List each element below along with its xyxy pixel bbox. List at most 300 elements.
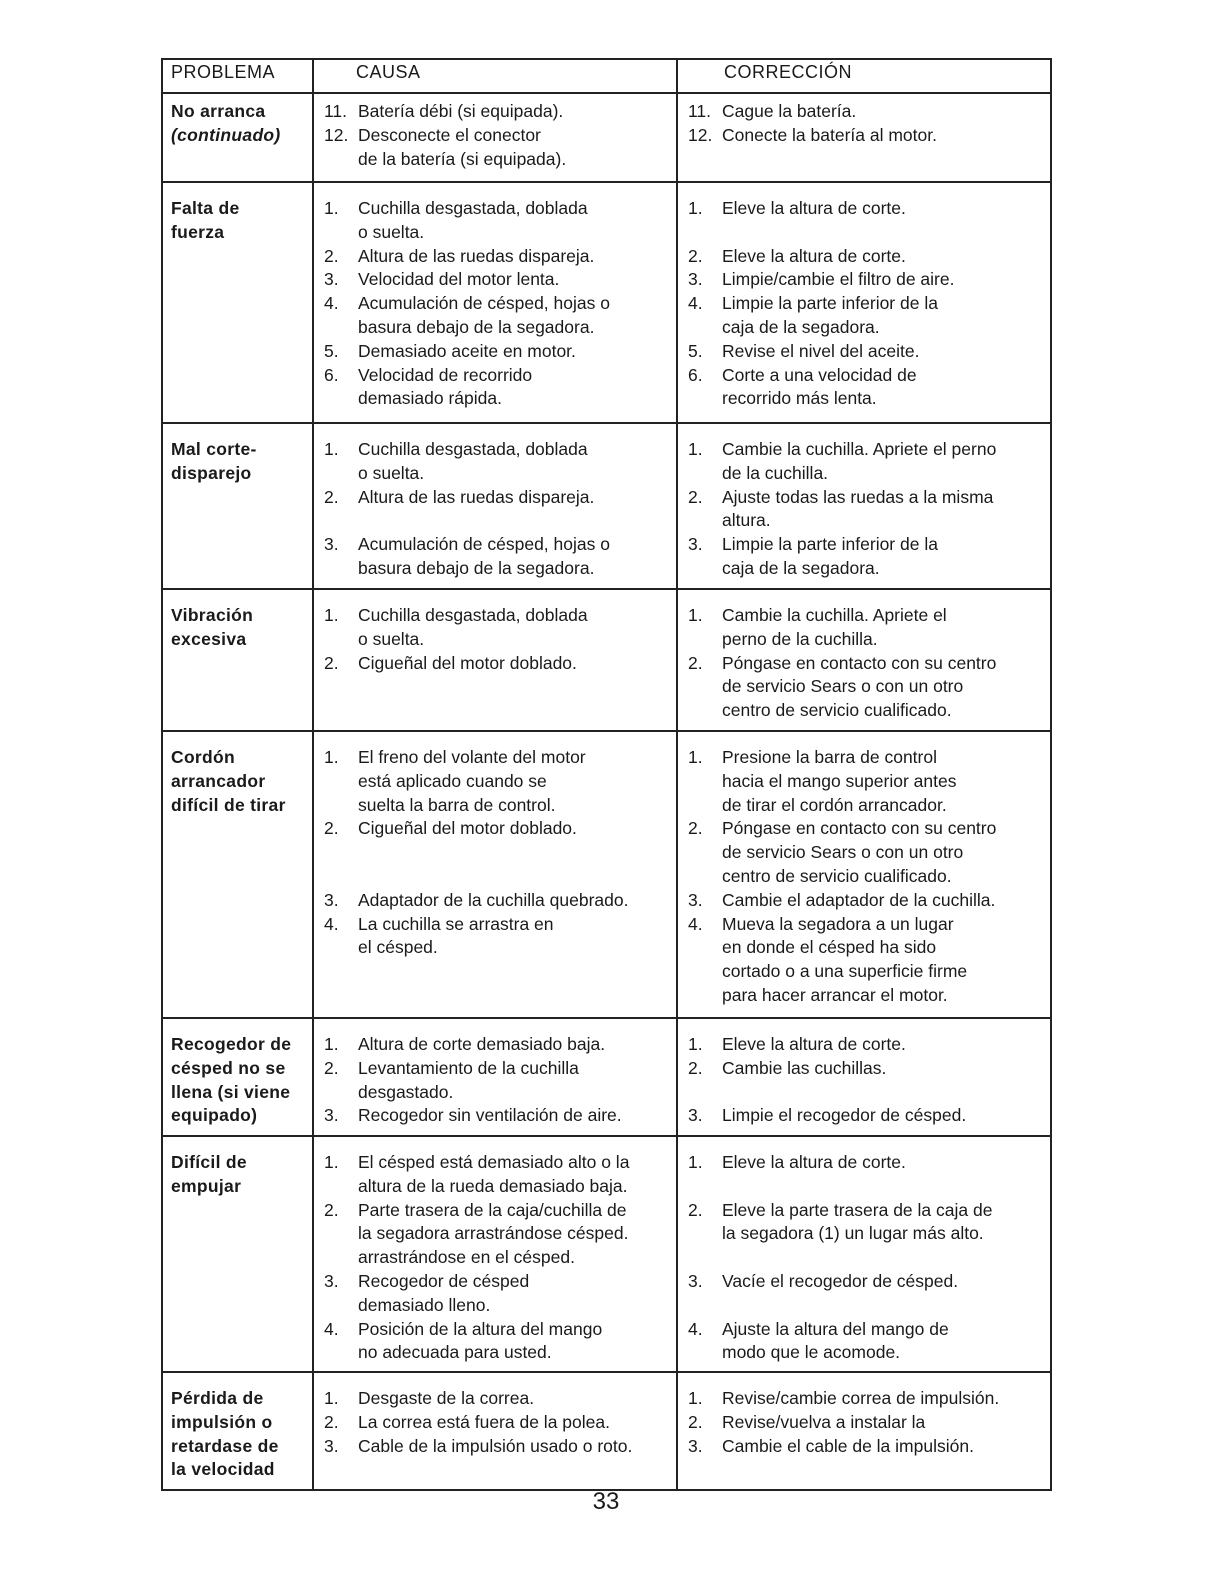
cause-item bbox=[322, 1199, 672, 1270]
item-line: Cuchilla desgastada, doblada bbox=[358, 198, 588, 218]
item-text bbox=[722, 292, 1046, 340]
item-text bbox=[722, 1411, 1046, 1435]
header-correction: CORRECCIÓN bbox=[677, 59, 1051, 93]
page-number: 33 bbox=[592, 1488, 620, 1515]
spacer bbox=[686, 1081, 1046, 1105]
cause-item bbox=[322, 1435, 672, 1459]
item-number: 1. bbox=[688, 1152, 703, 1172]
item-number: 1. bbox=[324, 605, 339, 625]
item-line: El césped está demasiado alto o la bbox=[358, 1152, 630, 1172]
item-text bbox=[722, 197, 1046, 221]
item-line: Póngase en contacto con su centro bbox=[722, 652, 997, 673]
problem-text: No arranca bbox=[171, 101, 266, 121]
item-line: Acumulación de césped, hojas o bbox=[358, 534, 610, 555]
item-line: Eleve la altura de corte. bbox=[722, 245, 906, 266]
cause-item bbox=[322, 1318, 672, 1366]
item-line: Eleve la parte trasera de la caja de bbox=[722, 1199, 993, 1220]
item-line: el césped. bbox=[358, 937, 438, 958]
item-number: 3. bbox=[688, 1435, 703, 1456]
item-text bbox=[358, 652, 672, 676]
correction-item bbox=[686, 1411, 1046, 1435]
item-line: Ajuste todas las ruedas a la misma bbox=[722, 486, 994, 507]
item-text bbox=[358, 533, 672, 581]
spacer bbox=[322, 865, 672, 889]
item-text bbox=[358, 1318, 672, 1366]
item-number: 2. bbox=[688, 1411, 703, 1432]
item-line: Cigueñal del motor doblado. bbox=[358, 818, 577, 839]
item-text bbox=[722, 1318, 1046, 1366]
item-number: 12. bbox=[324, 124, 349, 145]
item-text bbox=[358, 124, 672, 172]
problem-cell bbox=[162, 182, 313, 423]
item-number: 3. bbox=[324, 889, 339, 910]
item-text bbox=[358, 1270, 672, 1318]
correction-item bbox=[686, 197, 1046, 221]
item-text bbox=[722, 1057, 1046, 1081]
item-line: la segadora (1) un lugar más alto. bbox=[722, 1223, 984, 1244]
item-number: 1. bbox=[688, 605, 703, 625]
item-number: 3. bbox=[688, 534, 703, 555]
correction-item bbox=[686, 1104, 1046, 1128]
item-line: Recogedor de césped bbox=[358, 1270, 530, 1291]
item-text bbox=[722, 533, 1046, 581]
item-line: Vacíe el recogedor de césped. bbox=[722, 1270, 959, 1291]
item-text bbox=[358, 245, 672, 269]
item-line: Altura de corte demasiado baja. bbox=[358, 1034, 606, 1054]
cause-item bbox=[322, 1057, 672, 1105]
item-number: 3. bbox=[324, 534, 339, 555]
item-line: Desgaste de la correa. bbox=[358, 1388, 535, 1408]
item-line: de tirar el cordón arrancador. bbox=[722, 794, 947, 815]
item-number: 3. bbox=[324, 269, 339, 290]
item-line: Cuchilla desgastada, doblada bbox=[358, 439, 588, 459]
item-line: Parte trasera de la caja/cuchilla de bbox=[358, 1199, 627, 1220]
item-line: Presione la barra de control bbox=[722, 747, 937, 767]
item-text bbox=[358, 1033, 672, 1057]
item-number: 2. bbox=[688, 818, 703, 839]
cause-item bbox=[322, 245, 672, 269]
item-line: o suelta. bbox=[358, 221, 425, 242]
correction-item bbox=[686, 100, 1046, 124]
problem-cell bbox=[162, 1372, 313, 1490]
item-line: Recogedor sin ventilación de aire. bbox=[358, 1105, 622, 1126]
item-line: de la cuchilla. bbox=[722, 462, 829, 483]
item-line: altura. bbox=[722, 510, 771, 531]
item-number: 3. bbox=[324, 1435, 339, 1456]
cause-item bbox=[322, 340, 672, 364]
item-number: 3. bbox=[688, 1270, 703, 1291]
item-line: de servicio Sears o con un otro bbox=[722, 676, 964, 697]
problem-text: disparejo bbox=[171, 462, 252, 483]
correction-item bbox=[686, 604, 1046, 652]
header-problem: PROBLEMA bbox=[162, 59, 313, 93]
correction-item bbox=[686, 913, 1046, 1008]
item-text bbox=[722, 1033, 1046, 1057]
correction-item bbox=[686, 340, 1046, 364]
item-text bbox=[358, 889, 672, 913]
correction-cell bbox=[677, 423, 1051, 589]
item-number: 4. bbox=[324, 913, 339, 934]
item-line: Altura de las ruedas dispareja. bbox=[358, 486, 595, 507]
item-number: 3. bbox=[688, 889, 703, 910]
problem-text: empujar bbox=[171, 1175, 242, 1196]
cause-item bbox=[322, 197, 672, 245]
cause-item bbox=[322, 746, 672, 817]
item-number: 2. bbox=[688, 1199, 703, 1220]
item-text bbox=[358, 292, 672, 340]
item-number: 2. bbox=[688, 652, 703, 673]
problem-text: (continuado) bbox=[171, 124, 281, 145]
item-line: demasiado lleno. bbox=[358, 1294, 491, 1315]
item-line: Cague la batería. bbox=[722, 101, 857, 121]
item-line: o suelta. bbox=[358, 628, 425, 649]
item-number: 1. bbox=[324, 439, 339, 459]
item-line: de la batería (si equipada). bbox=[358, 148, 567, 169]
correction-cell bbox=[677, 1372, 1051, 1490]
item-number: 4. bbox=[324, 1318, 339, 1339]
item-line: basura debajo de la segadora. bbox=[358, 557, 595, 578]
item-number: 1. bbox=[688, 1388, 703, 1408]
item-line: Corte a una velocidad de bbox=[722, 364, 917, 385]
problem-cell bbox=[162, 93, 313, 182]
item-text bbox=[358, 197, 672, 245]
item-number: 4. bbox=[688, 913, 703, 934]
item-text bbox=[358, 1387, 672, 1411]
table-row bbox=[162, 1018, 1051, 1136]
problem-text: Difícil de bbox=[171, 1152, 247, 1172]
item-line: recorrido más lenta. bbox=[722, 388, 877, 409]
item-text bbox=[722, 1270, 1046, 1294]
item-line: centro de servicio cualificado. bbox=[722, 700, 952, 721]
correction-item bbox=[686, 292, 1046, 340]
problem-text: Pérdida de bbox=[171, 1388, 264, 1408]
item-line: Cable de la impulsión usado o roto. bbox=[358, 1435, 633, 1456]
correction-item bbox=[686, 486, 1046, 534]
correction-item bbox=[686, 652, 1046, 723]
item-number: 3. bbox=[324, 1270, 339, 1291]
correction-item bbox=[686, 1033, 1046, 1057]
item-text bbox=[722, 746, 1046, 817]
item-line: desgastado. bbox=[358, 1081, 454, 1102]
item-text bbox=[722, 1151, 1046, 1175]
item-text bbox=[358, 438, 672, 486]
item-number: 1. bbox=[324, 1152, 339, 1172]
correction-item bbox=[686, 268, 1046, 292]
item-line: basura debajo de la segadora. bbox=[358, 316, 595, 337]
item-text bbox=[358, 1104, 672, 1128]
item-line: Demasiado aceite en motor. bbox=[358, 340, 576, 361]
problem-cell bbox=[162, 423, 313, 589]
item-line: Posición de la altura del mango bbox=[358, 1318, 603, 1339]
item-line: altura de la rueda demasiado baja. bbox=[358, 1175, 628, 1196]
table-row bbox=[162, 93, 1051, 182]
item-text bbox=[358, 817, 672, 841]
item-text bbox=[358, 1151, 672, 1199]
item-line: o suelta. bbox=[358, 462, 425, 483]
problem-cell bbox=[162, 1018, 313, 1136]
correction-cell bbox=[677, 589, 1051, 731]
item-text bbox=[358, 364, 672, 412]
item-line: Velocidad del motor lenta. bbox=[358, 269, 560, 290]
item-line: hacia el mango superior antes bbox=[722, 770, 957, 791]
correction-item bbox=[686, 364, 1046, 412]
item-line: la segadora arrastrándose césped. bbox=[358, 1223, 629, 1244]
item-line: Cambie la cuchilla. Apriete el perno bbox=[722, 439, 997, 459]
item-number: 3. bbox=[688, 269, 703, 290]
problem-text: Falta de bbox=[171, 198, 240, 218]
item-text bbox=[722, 124, 1046, 148]
correction-item bbox=[686, 245, 1046, 269]
spacer bbox=[322, 509, 672, 533]
problem-text: la velocidad bbox=[171, 1459, 275, 1480]
cause-item bbox=[322, 292, 672, 340]
item-line: Revise/vuelva a instalar la bbox=[722, 1411, 926, 1432]
item-number: 4. bbox=[688, 293, 703, 314]
problem-text: Recogedor de bbox=[171, 1034, 292, 1054]
item-line: La correa está fuera de la polea. bbox=[358, 1411, 610, 1432]
item-text bbox=[722, 268, 1046, 292]
item-line: caja de la segadora. bbox=[722, 557, 880, 578]
item-text bbox=[722, 817, 1046, 888]
item-text bbox=[358, 268, 672, 292]
item-text bbox=[358, 604, 672, 652]
item-number: 2. bbox=[324, 1057, 339, 1078]
correction-item bbox=[686, 1318, 1046, 1366]
item-number: 2. bbox=[324, 1199, 339, 1220]
correction-item bbox=[686, 1435, 1046, 1459]
item-line: Adaptador de la cuchilla quebrado. bbox=[358, 889, 629, 910]
item-line: Cambie el cable de la impulsión. bbox=[722, 1435, 974, 1456]
item-line: Limpie la parte inferior de la bbox=[722, 534, 938, 555]
item-number: 2. bbox=[688, 245, 703, 266]
item-number: 1. bbox=[324, 747, 339, 767]
cause-item bbox=[322, 486, 672, 510]
cause-cell bbox=[313, 1018, 677, 1136]
spacer bbox=[686, 221, 1046, 245]
problem-text: Vibración bbox=[171, 605, 254, 625]
item-number: 11. bbox=[324, 101, 348, 121]
cause-item bbox=[322, 1033, 672, 1057]
cause-cell bbox=[313, 1136, 677, 1372]
item-line: de servicio Sears o con un otro bbox=[722, 842, 964, 863]
cause-item bbox=[322, 533, 672, 581]
cause-cell bbox=[313, 93, 677, 182]
item-number: 2. bbox=[324, 1411, 339, 1432]
item-line: Mueva la segadora a un lugar bbox=[722, 913, 954, 934]
correction-item bbox=[686, 1057, 1046, 1081]
item-number: 2. bbox=[688, 1057, 703, 1078]
problem-text: fuerza bbox=[171, 221, 225, 242]
problem-cell bbox=[162, 1136, 313, 1372]
problem-text: Cordón bbox=[171, 747, 236, 767]
problem-text: impulsión o bbox=[171, 1411, 273, 1432]
problem-text: equipado) bbox=[171, 1105, 258, 1126]
cause-item bbox=[322, 364, 672, 412]
item-line: Batería débi (si equipada). bbox=[358, 101, 564, 121]
item-line: Limpie la parte inferior de la bbox=[722, 293, 938, 314]
item-number: 2. bbox=[324, 652, 339, 673]
cause-item bbox=[322, 1411, 672, 1435]
item-line: en donde el césped ha sido bbox=[722, 937, 937, 958]
item-number: 2. bbox=[324, 818, 339, 839]
item-line: Desconecte el conector bbox=[358, 124, 541, 145]
item-line: El freno del volante del motor bbox=[358, 747, 586, 767]
item-line: Altura de las ruedas dispareja. bbox=[358, 245, 595, 266]
cause-item bbox=[322, 1387, 672, 1411]
cause-item bbox=[322, 100, 672, 124]
item-line: está aplicado cuando se bbox=[358, 770, 547, 791]
item-line: Cambie la cuchilla. Apriete el bbox=[722, 605, 947, 625]
item-line: Eleve la altura de corte. bbox=[722, 1152, 906, 1172]
correction-cell bbox=[677, 1136, 1051, 1372]
item-line: Velocidad de recorrido bbox=[358, 364, 533, 385]
item-number: 6. bbox=[324, 364, 339, 385]
problem-cell bbox=[162, 589, 313, 731]
item-number: 4. bbox=[688, 1318, 703, 1339]
item-line: perno de la cuchilla. bbox=[722, 628, 878, 649]
item-line: Eleve la altura de corte. bbox=[722, 1034, 906, 1054]
header-cause: CAUSA bbox=[313, 59, 677, 93]
item-text bbox=[358, 1411, 672, 1435]
cause-item bbox=[322, 438, 672, 486]
item-text bbox=[722, 889, 1046, 913]
item-text bbox=[722, 913, 1046, 1008]
item-text bbox=[358, 746, 672, 817]
item-number: 1. bbox=[688, 1034, 703, 1054]
correction-cell bbox=[677, 93, 1051, 182]
spacer bbox=[686, 1294, 1046, 1318]
item-text bbox=[722, 652, 1046, 723]
item-line: Conecte la batería al motor. bbox=[722, 124, 937, 145]
item-number: 3. bbox=[688, 1105, 703, 1126]
cause-cell bbox=[313, 1372, 677, 1490]
item-line: Limpie el recogedor de césped. bbox=[722, 1105, 967, 1126]
item-number: 5. bbox=[688, 340, 703, 361]
table-row bbox=[162, 1136, 1051, 1372]
item-text bbox=[722, 1199, 1046, 1247]
problem-text: difícil de tirar bbox=[171, 794, 286, 815]
item-text bbox=[722, 1435, 1046, 1459]
troubleshooting-table bbox=[161, 58, 1052, 1491]
table-row bbox=[162, 182, 1051, 423]
cause-item bbox=[322, 1270, 672, 1318]
correction-item bbox=[686, 1151, 1046, 1175]
table-row bbox=[162, 731, 1051, 1018]
problem-text: césped no se bbox=[171, 1057, 286, 1078]
item-text bbox=[722, 604, 1046, 652]
item-line: Revise el nivel del aceite. bbox=[722, 340, 920, 361]
item-number: 6. bbox=[688, 364, 703, 385]
table-row bbox=[162, 423, 1051, 589]
item-text bbox=[358, 100, 672, 124]
correction-cell bbox=[677, 182, 1051, 423]
correction-item bbox=[686, 533, 1046, 581]
item-number: 5. bbox=[324, 340, 339, 361]
item-line: Acumulación de césped, hojas o bbox=[358, 293, 610, 314]
item-number: 1. bbox=[688, 747, 703, 767]
spacer bbox=[322, 841, 672, 865]
correction-item bbox=[686, 1387, 1046, 1411]
item-line: modo que le acomode. bbox=[722, 1342, 901, 1363]
correction-item bbox=[686, 1270, 1046, 1294]
item-line: demasiado rápida. bbox=[358, 388, 502, 409]
item-number: 3. bbox=[324, 1105, 339, 1126]
correction-item bbox=[686, 817, 1046, 888]
item-text bbox=[358, 1199, 672, 1270]
cause-item bbox=[322, 913, 672, 961]
problem-cell bbox=[162, 731, 313, 1018]
spacer bbox=[686, 1175, 1046, 1199]
item-line: Levantamiento de la cuchilla bbox=[358, 1057, 579, 1078]
item-text bbox=[722, 486, 1046, 534]
item-line: Póngase en contacto con su centro bbox=[722, 818, 997, 839]
item-text bbox=[358, 1057, 672, 1105]
cause-cell bbox=[313, 182, 677, 423]
problem-text: retardase de bbox=[171, 1435, 279, 1456]
item-text bbox=[358, 1435, 672, 1459]
correction-item bbox=[686, 746, 1046, 817]
item-number: 12. bbox=[688, 124, 713, 145]
item-line: Cuchilla desgastada, doblada bbox=[358, 605, 588, 625]
item-number: 1. bbox=[324, 1034, 339, 1054]
cause-item bbox=[322, 268, 672, 292]
item-line: Limpie/cambie el filtro de aire. bbox=[722, 269, 955, 290]
problem-text: excesiva bbox=[171, 628, 247, 649]
cause-item bbox=[322, 652, 672, 676]
item-line: no adecuada para usted. bbox=[358, 1342, 552, 1363]
item-number: 2. bbox=[688, 486, 703, 507]
cause-cell bbox=[313, 423, 677, 589]
item-text bbox=[722, 100, 1046, 124]
item-text bbox=[358, 486, 672, 510]
item-number: 1. bbox=[688, 439, 703, 459]
cause-cell bbox=[313, 589, 677, 731]
item-text bbox=[722, 1104, 1046, 1128]
item-line: Eleve la altura de corte. bbox=[722, 198, 906, 218]
item-number: 1. bbox=[688, 198, 703, 218]
item-text bbox=[722, 364, 1046, 412]
spacer bbox=[686, 1246, 1046, 1270]
item-line: Revise/cambie correa de impulsión. bbox=[722, 1388, 1000, 1408]
correction-cell bbox=[677, 1018, 1051, 1136]
item-line: suelta la barra de control. bbox=[358, 794, 556, 815]
item-text bbox=[722, 245, 1046, 269]
item-text bbox=[358, 913, 672, 961]
item-line: Ajuste la altura del mango de bbox=[722, 1318, 949, 1339]
table-header-row bbox=[162, 59, 1051, 93]
correction-item bbox=[686, 124, 1046, 148]
item-text bbox=[722, 1387, 1046, 1411]
cause-item bbox=[322, 889, 672, 913]
item-number: 4. bbox=[324, 293, 339, 314]
item-number: 2. bbox=[324, 486, 339, 507]
cause-item bbox=[322, 1104, 672, 1128]
item-line: Cambie el adaptador de la cuchilla. bbox=[722, 889, 996, 910]
item-line: caja de la segadora. bbox=[722, 316, 880, 337]
problem-text: llena (si viene bbox=[171, 1081, 291, 1102]
item-number: 1. bbox=[324, 198, 339, 218]
item-line: cortado o a una superficie firme bbox=[722, 961, 968, 982]
item-line: La cuchilla se arrastra en bbox=[358, 913, 554, 934]
table-row bbox=[162, 589, 1051, 731]
item-line: Cigueñal del motor doblado. bbox=[358, 652, 577, 673]
correction-cell bbox=[677, 731, 1051, 1018]
cause-cell bbox=[313, 731, 677, 1018]
item-line: para hacer arrancar el motor. bbox=[722, 984, 948, 1005]
correction-item bbox=[686, 438, 1046, 486]
item-line: arrastrándose en el césped. bbox=[358, 1247, 575, 1268]
table-row bbox=[162, 1372, 1051, 1490]
